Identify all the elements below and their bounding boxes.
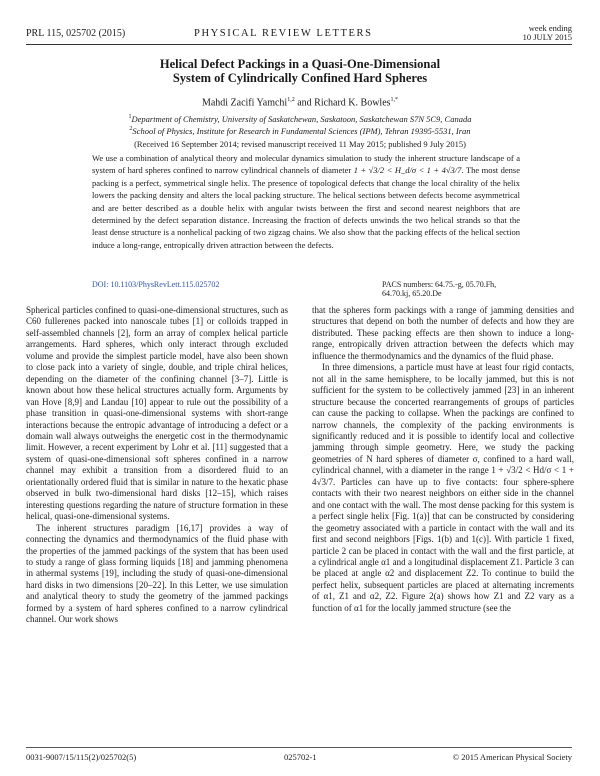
doi-link[interactable]: DOI: 10.1103/PhysRevLett.115.025702 — [92, 280, 220, 289]
left-paragraph-1: Spherical particles confined to quasi-one-dimensional structures, such as C60 fullerenes packed into nanoscale tubes [1] or colloids trapped in self-assembled channels [2], form an array of complex helical particle arrangements. Hard spheres, which only interact through excluded volume and provide the simplest particle model, have also been shown to close pack into a variety of single, double, and triple chiral helices, depending on the diameter of the confining channel [3–7]. Little is known about how these helical structures actually form. Arguments by van Hove [8,9] and Landau [10] appear to rule out the possibility of a phase transition in quasi-one-dimensional systems with short-range interactions because the entropic advantage of introducing a defect or a domain wall always outweighs the energetic cost in the thermodynamic limit. However, a recent experiment by Lohr et al. [11] suggested that a system of quasi-one-dimensional soft spheres confined in a narrow channel may exhibit a transition from a disordered fluid to an orientationally ordered fluid that is similar in nature to the hexatic phase observed in bulk two-dimensional hard disks [12–15], which raises interesting questions regarding the nature of structure formation in these helical, quasi-one-dimensional systems. — [26, 305, 288, 522]
diameter-range-math: 1 + √3/2 < H_d/σ < 1 + 4√3/7 — [353, 165, 462, 176]
pacs-numbers: PACS numbers: 64.75.-g, 05.70.Fh, 64.70.kj, 65.20.De — [382, 280, 497, 298]
abstract: We use a combination of analytical theory and molecular dynamics simulation to study the inherent structure landscape of a system of hard spheres confined to narrow cylindrical channels of diameter 1 + √3/2 < H_d/σ < 1 + 4√3/7. The most dense packing is a perfect, symmetrical single helix. The presence of topological defects that change the local chirality of the helix lowers the packing density and alters the local packing structure. The helical sections between defects become asymmetrical and are better described as a double helix with angular twists between the first and second nearest neighbors that are determined by the defect separation distance. Increasing the fraction of defects unwinds the two helical strands so that the least dense structure is a nonhelical packing of two zigzag chains. We also show that the packing effects of the helical section induce a long-range, entropically driven attraction between the defects. — [92, 153, 520, 250]
author-1-affil: 1,2 — [287, 97, 295, 103]
received-dates: (Received 16 September 2014; revised manuscript received 11 May 2015; published 9 July 2015) — [134, 139, 466, 149]
title-line-1: Helical Defect Packings in a Quasi-One-Dimensional — [159, 57, 441, 71]
right-paragraph-2: In three dimensions, a particle must have at least four rigid contacts, not all in the same hemisphere, to be locally jammed, but this is not sufficient for the system to be collectively jammed [23] in an inherent structure because the concerted rearrangements of groups of particles can cause the packing to collapse. When the packings are confined to narrow channels, the complexity of the packing environments is significantly reduced and it is possible to identify local and collective jamming through simple geometry. Here, we study the packing geometries of N hard spheres of diameter σ, confined to a hard wall, cylindrical channel, with a diameter in the range 1 + √3/2 < Hd/σ < 1 + 4√3/7. Particles can have up to five contacts: four sphere-sphere contacts with their two nearest neighbors on either side in the channel and one contact with the wall. The most dense packing for this system is a perfect single helix [Fig. 1(a)] that can be constructed by considering the geometry associated with a particle in contact with the wall and its first and second neighbors [Figs. 1(b) and 1(c)]. With particle 1 fixed, particle 2 can be placed in contact with the wall and the first particle, at a cylindrical angle α1 and a longitudinal displacement Z1. Particle 3 can be placed at angle α2 and displacement Z2. To continue to build the perfect helix, subsequent particles are placed at alternating increments of α1, Z1 and α2, Z2. Figure 2(a) shows how Z1 and Z2 vary as a function of α1 for the locally jammed structure (see the — [312, 362, 574, 613]
paper-title — [0, 57, 600, 85]
affiliation-1-num: 1 — [128, 114, 132, 121]
week-date: 10 JULY 2015 — [522, 32, 572, 42]
running-header — [26, 24, 572, 44]
author-2-affil: 1,* — [390, 97, 399, 103]
week-label: week ending — [528, 23, 572, 33]
author-list — [0, 97, 600, 108]
affiliation-2: $^2$School of Physics, Institute for Research in Fundamental Sciences (IPM), Tehran 19395-5531, Iran — [129, 126, 471, 136]
page-number: 025702-1 — [284, 752, 317, 762]
footer-rule — [26, 747, 572, 748]
title-line-2: System of Cylindrically Confined Hard Spheres — [172, 71, 428, 85]
affiliation-1: $^1$Department of Chemistry, University of Saskatchewan, Saskatoon, Saskatchewan S7N 5C9, Canada — [128, 114, 472, 124]
issue-date — [523, 24, 572, 42]
article-code: 0031-9007/15/115(2)/025702(5) — [26, 752, 137, 762]
copyright: © 2015 American Physical Society — [452, 752, 572, 762]
author-2: Richard K. Bowles — [314, 97, 391, 109]
left-paragraph-2: The inherent structures paradigm [16,17] provides a way of connecting the dynamics and thermodynamics of the fluid phase with the properties of the jammed packings of the system that has been used to study a range of glass forming liquids [18] and jamming phenomena in athermal systems [19], including the study of quasi-one-dimensional hard disks in two dimensions [20–22]. In this Letter, we use simulation and analytical theory to study the geometry of the jammed packings formed by a system of hard spheres confined to a narrow cylindrical channel. Our work shows — [26, 522, 288, 625]
right-column — [312, 305, 574, 614]
journal-name: PHYSICAL REVIEW LETTERS — [194, 28, 373, 39]
author-and: and — [294, 97, 315, 109]
doi-pacs-line — [92, 280, 520, 298]
affiliation-2-num: 2 — [129, 126, 133, 133]
author-1: Mahdi Zacifi Yamchi — [201, 97, 288, 109]
right-paragraph-1: that the spheres form packings with a range of jamming densities and structures that depend on both the number of defects and how they are distributed. These packing effects are then shown to induce a long-range, entropically driven attraction between the defects which may influence the thermodynamics and the dynamics of the fluid phase. — [312, 305, 574, 361]
header-rule — [26, 44, 572, 45]
left-column — [26, 305, 288, 626]
journal-reference: PRL 115, 025702 (2015) — [26, 28, 126, 39]
page-footer — [26, 752, 572, 764]
